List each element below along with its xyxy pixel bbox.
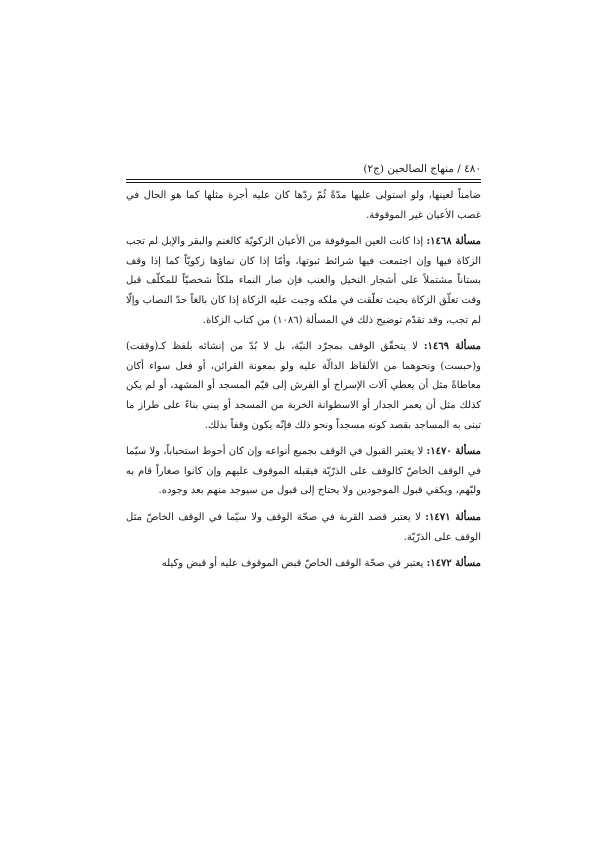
header-rule-thin (126, 182, 481, 183)
body-text (126, 186, 481, 581)
issue-label: مسألة ١٤٧٢: (426, 558, 481, 570)
running-header (126, 161, 481, 177)
book-title: منهاج الصالحين (ج٢) (363, 163, 454, 175)
issue-1468 (126, 232, 481, 330)
paragraph-text: لا يعتبر قصد القربة في صحّة الوقف ولا سيّما في الوقف الخاصّ مثل الوقف على الذرّيّة. (126, 511, 481, 543)
header-rule-thick (126, 179, 481, 180)
paragraph-text: لا يتحقّق الوقف بمجرّد النيّة، بل لا بُدّ من إنشائه بلفظ كـ(وقفت) و(حبست) ونحوهما من الألفاظ الدالّة عليه ولو بمعونة القرائن، أو فعل سواء أكان معاطاةً مثل أن يعطي آلات الإسراج أو الفرش إلى قيّم المسجد أو المشهد، أو لم يكن كذلك مثل أن يعمر الجدار أو الاسطوانة الخربة من المسجد أو يبني بناءً على طراز ما تبنى به المساجد بقصد كونه مسجداً ونحو ذلك فإنّه يكون وقفاً بذلك. (126, 341, 481, 431)
issue-label: مسألة ١٤٧٠: (426, 446, 481, 458)
issue-label: مسألة ١٤٦٨: (426, 236, 481, 248)
paragraph-text: ضامناً لعينها، ولو استولى عليها مدّةً ثُمّ ردّها كان عليه أجرة مثلها كما هو الحال في غصب الأعيان غير الموقوفة. (126, 190, 481, 221)
page-number: ٤٨٠ (464, 163, 481, 175)
issue-1471 (126, 508, 481, 547)
issue-label: مسألة ١٤٦٩: (423, 341, 481, 353)
issue-1472 (126, 554, 481, 574)
issue-1469 (126, 337, 481, 435)
paragraph-text: يعتبر في صحّة الوقف الخاصّ قبض الموقوف عليه أو قبض وكيله (161, 558, 427, 570)
paragraph-text: إذا كانت العين الموقوفة من الأعيان الزكويّة كالغنم والبقر والإبل لم تجب الزكاة فيها وإن اجتمعت فيها شرائط ثبوتها، وأمّا إذا كان نماؤها زكويّاً كما إذا وقف بستاناً مشتملاً على أشجار النخيل والعنب فإن صار النماء ملكاً شخصيّاً للمكلّف قبل وقت تعلّق الزكاة بحيث تعلّقت في ملكه وجبت عليه الزكاة إذا كان بالغاً حدّ النصاب وإلّا لم تجب، وقد تقدّم توضيح ذلك في المسألة (١٠٨٦) من كتاب الزكاة. (126, 236, 481, 326)
issue-1470 (126, 442, 481, 501)
paragraph-text: لا يعتبر القبول في الوقف بجميع أنواعه وإن كان أحوط استحباباً، ولا سيّما في الوقف الخاصّ كالوقف على الذرّيّة فيقبله الموقوف عليهم وإن كانوا صغاراً قام به وليّهم، ويكفي قبول الموجودين ولا يحتاج إلى قبول من سيوجد منهم بعد وجوده. (126, 446, 481, 497)
paragraph-continuation (126, 186, 481, 225)
issue-label: مسألة ١٤٧١: (425, 511, 482, 523)
header-separator: / (453, 163, 465, 175)
